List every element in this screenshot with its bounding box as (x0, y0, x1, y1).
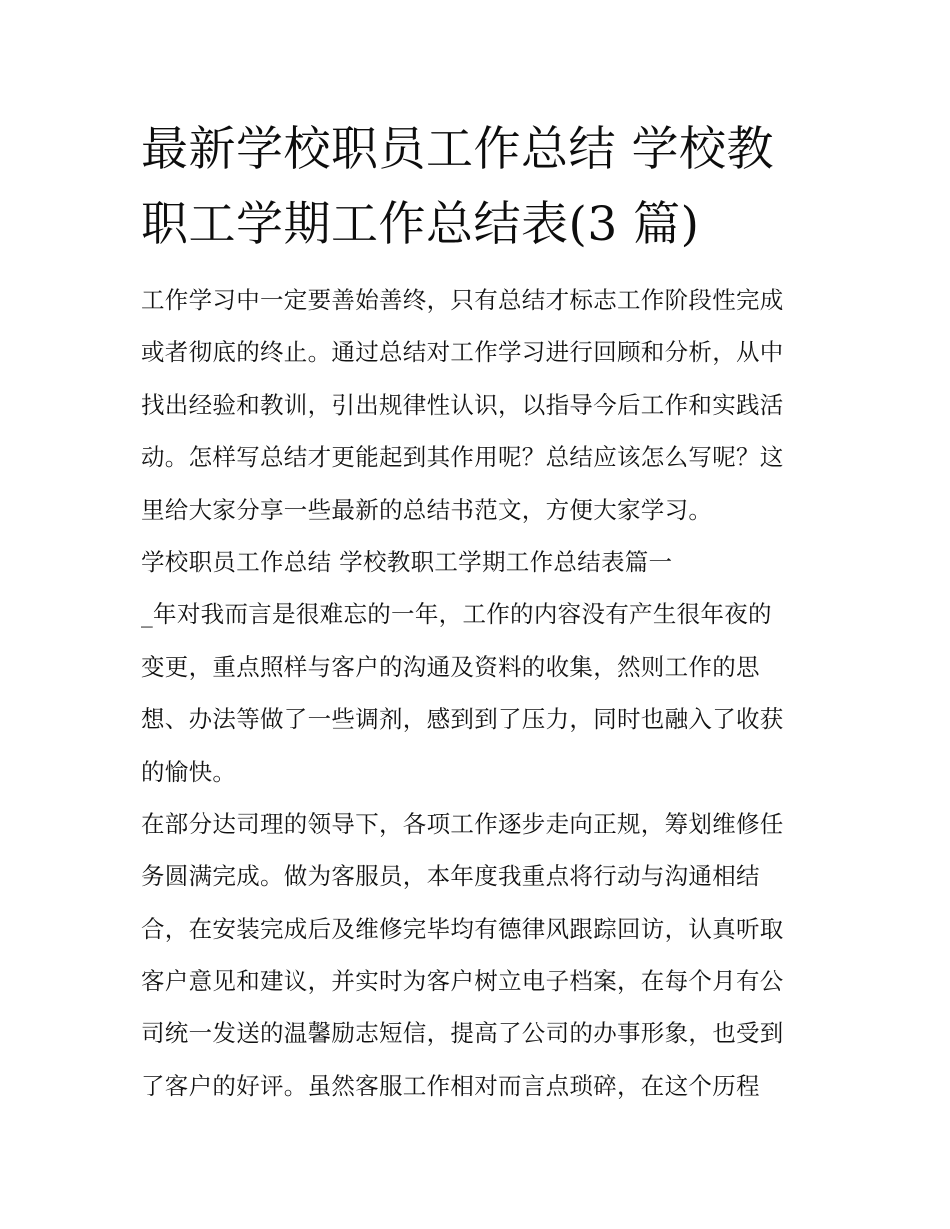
document-title (141, 112, 821, 262)
paragraph-line: 客户意见和建议，并实时为客户树立电子档案，在每个月有公 (141, 967, 784, 996)
title-line: 职工学期工作总结表(3 篇) (141, 197, 700, 252)
paragraph-line: 想、办法等做了一些调剂，感到到了压力，同时也融入了收获 (141, 705, 784, 734)
document-body (141, 274, 821, 1112)
intro-line: 找出经验和教训，引出规律性认识，以指导今后工作和实践活 (141, 390, 784, 419)
paragraph-line: 了客户的好评。虽然客服工作相对而言点琐碎，在这个历程 (141, 1071, 760, 1100)
intro-line: 动。怎样写总结才更能起到其作用呢？总结应该怎么写呢？这 (141, 443, 784, 472)
paragraph-line: 司统一发送的温馨励志短信，提高了公司的办事形象，也受到 (141, 1019, 784, 1048)
intro-line: 或者彻底的终止。通过总结对工作学习进行回顾和分析，从中 (141, 338, 784, 367)
intro-line: 里给大家分享一些最新的总结书范文，方便大家学习。 (141, 495, 713, 524)
title-line: 最新学校职员工作总结 学校教 (141, 122, 774, 177)
intro-line: 工作学习中一定要善始善终，只有总结才标志工作阶段性完成 (141, 286, 784, 314)
section-heading: 学校职员工作总结 学校教职工学期工作总结表篇一 (141, 547, 673, 576)
paragraph-line: 在部分达司理的领导下，各项工作逐步走向正规，筹划维修任 (141, 809, 784, 838)
paragraph-line: 变更，重点照样与客户的沟通及资料的收集，然则工作的思 (141, 652, 760, 681)
paragraph-line: _年对我而言是很难忘的一年，工作的内容没有产生很年夜的 (141, 600, 772, 629)
paragraph-line: 的愉快。 (141, 757, 237, 786)
paragraph-line: 务圆满完成。做为客服员，本年度我重点将行动与沟通相结 (141, 862, 760, 891)
paragraph-line: 合，在安装完成后及维修完毕均有德律风跟踪回访，认真听取 (141, 914, 784, 943)
